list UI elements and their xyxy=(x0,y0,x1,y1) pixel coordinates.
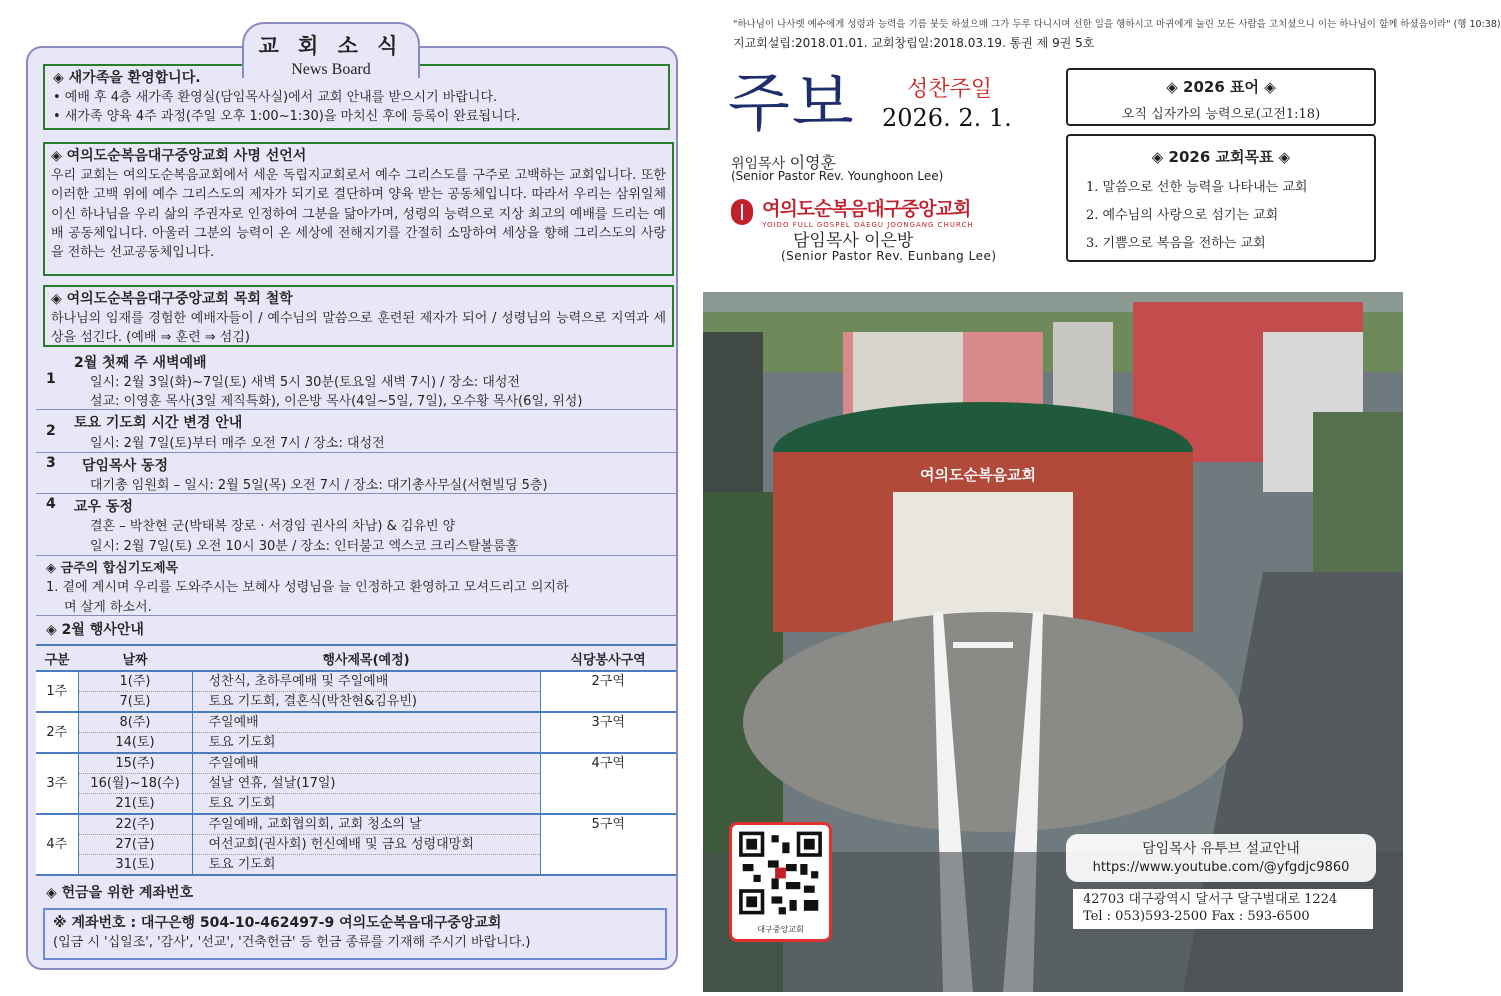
senior-pastor-en: (Senior Pastor Rev. Younghoon Lee) xyxy=(731,169,944,183)
item-number: 2 xyxy=(46,423,56,439)
divider xyxy=(36,493,676,494)
date-cell: 14(토) xyxy=(78,733,192,754)
item-number: 4 xyxy=(46,496,56,512)
event-cell: 토요 기도회 xyxy=(192,855,540,876)
date-cell: 7(토) xyxy=(78,692,192,713)
goal-item: 2. 예수님의 사랑으로 섬기는 교회 xyxy=(1086,208,1279,223)
mission-heading: ◈ 여의도순복음대구중앙교회 사명 선언서 xyxy=(51,148,307,164)
lead-pastor-en: (Senior Pastor Rev. Eunbang Lee) xyxy=(781,249,997,263)
date-cell: 22(주) xyxy=(78,814,192,835)
events-table xyxy=(36,644,676,876)
news-board-page xyxy=(0,0,700,992)
item-line: 일시: 2월 7일(토) 오전 10시 30분 / 장소: 인터불고 엑스코 크리스탈볼룸홀 xyxy=(90,539,519,554)
qr-caption: 대구중앙교회 xyxy=(757,925,804,934)
qr-pattern xyxy=(732,828,829,918)
table-header: 구분 xyxy=(36,645,78,671)
church-logo xyxy=(731,194,974,229)
youtube-title: 담임목사 유투브 설교안내 xyxy=(1142,841,1300,857)
date-cell: 1(주) xyxy=(78,671,192,692)
events-heading: ◈ 2월 행사안내 xyxy=(46,622,144,638)
motto-text: 오직 십자가의 능력으로(고전1:18) xyxy=(1121,107,1321,122)
event-cell: 설날 연휴, 설날(17일) xyxy=(192,774,540,794)
welcome-line: • 예배 후 4층 새가족 환영실(담임목사실)에서 교회 안내를 받으시기 바랍니다. xyxy=(53,90,498,105)
event-cell: 토요 기도회 xyxy=(192,794,540,815)
youtube-link[interactable]: https://www.youtube.com/@yfgdjc9860 xyxy=(1092,860,1350,875)
divider xyxy=(36,615,676,616)
philosophy-text: 하나님의 임재를 경험한 예배자들이 / 예수님의 말씀으로 훈련된 제자가 되어 / 성령님의 능력으로 지역과 세상을 섬긴다. (예배 ⇒ 훈련 ⇒ 섬김) xyxy=(51,311,666,346)
welcome-heading: ◈ 새가족을 환영합니다. xyxy=(53,70,201,86)
item-heading: 2월 첫째 주 새벽예배 xyxy=(74,355,207,371)
event-cell: 토요 기도회, 결혼식(박찬현&김유빈) xyxy=(192,692,540,713)
date-cell: 21(토) xyxy=(78,794,192,815)
table-header: 날짜 xyxy=(78,645,192,671)
bulletin-title: 주보 xyxy=(728,67,856,141)
account-box xyxy=(43,908,667,960)
item-line: 결혼 – 박찬현 군(박태복 장로 · 서경임 권사의 차남) & 김유빈 양 xyxy=(90,519,456,534)
item-heading: 교우 동정 xyxy=(74,499,133,515)
account-heading: ◈ 헌금을 위한 계좌번호 xyxy=(46,885,194,901)
church-phone: Tel : 053)593-2500 Fax : 593-6500 xyxy=(1083,909,1310,924)
zone-cell: 2구역 xyxy=(540,671,676,712)
event-cell: 여선교회(권사회) 헌신예배 및 금요 성령대망회 xyxy=(192,835,540,855)
season-label: 성찬주일 xyxy=(907,77,993,102)
bulletin-date: 2026. 2. 1. xyxy=(882,104,1012,132)
event-cell: 주일예배 xyxy=(192,753,540,774)
account-note: (입금 시 '십일조', '감사', '선교', '건축헌금' 등 헌금 종류를 기재해 주시기 바랍니다.) xyxy=(53,935,531,950)
item-line: 일시: 2월 3일(화)~7일(토) 새벽 5시 30분(토요일 새벽 7시) / 장소: 대성전 xyxy=(90,375,520,390)
prayer-line: 며 살게 하소서. xyxy=(64,600,152,615)
church-logo-icon xyxy=(731,199,753,225)
item-line: 설교: 이영훈 목사(3일 제직특화), 이은방 목사(4일~5일, 7일), 오수황 목사(6일, 위성) xyxy=(90,394,583,409)
divider xyxy=(36,452,676,453)
item-heading: 담임목사 동정 xyxy=(82,458,169,474)
goal-item: 3. 기쁨으로 복음을 전하는 교회 xyxy=(1086,236,1266,251)
event-cell: 토요 기도회 xyxy=(192,733,540,754)
item-number: 1 xyxy=(46,371,56,387)
goals-title: ◈ 2026 교회목표 ◈ xyxy=(1151,148,1291,166)
church-address: 42703 대구광역시 달서구 달구벌대로 1224 xyxy=(1083,892,1338,907)
logo-korean: 여의도순복음대구중앙교회 xyxy=(762,198,971,220)
founding-info: 지교회설립:2018.01.01. 교회창립일:2018.03.19. 통권 제 9권 5호 xyxy=(733,36,1095,50)
item-heading: 토요 기도회 시간 변경 안내 xyxy=(74,415,243,431)
item-number: 3 xyxy=(46,455,56,471)
zone-cell: 5구역 xyxy=(540,814,676,875)
motto-title: ◈ 2026 표어 ◈ xyxy=(1166,78,1276,96)
table-row xyxy=(36,753,676,774)
event-cell: 주일예배 xyxy=(192,712,540,733)
divider xyxy=(36,555,676,556)
prayer-heading: ◈ 금주의 합심기도제목 xyxy=(46,561,179,576)
account-number: ※ 계좌번호 : 대구은행 504-10-462497-9 여의도순복음대구중앙교회 xyxy=(53,915,502,931)
zone-cell: 3구역 xyxy=(540,712,676,753)
news-title: 교 회 소 식 xyxy=(258,34,404,58)
goal-item: 1. 말씀으로 선한 능력을 나타내는 교회 xyxy=(1086,180,1308,195)
date-cell: 31(토) xyxy=(78,855,192,876)
bible-verse: "하나님이 나사렛 예수에게 성령과 능력을 기름 붓듯 하셨으매 그가 두루 다니시며 선한 일을 행하시고 마귀에게 눌린 모든 사람을 고치셨으니 이는 하나님이 함께 하셨음이라" (행 10:38) xyxy=(733,19,1501,30)
week-cell: 1주 xyxy=(36,671,78,712)
item-line: 대기총 임원회 – 일시: 2월 5일(목) 오전 7시 / 장소: 대기총사무실(서현빌딩 5층) xyxy=(90,478,548,493)
logo-english: YOIDO FULL GOSPEL DAEGU JOONGANG CHURCH xyxy=(762,221,974,229)
senior-pastor: 위임목사 이영훈 xyxy=(731,153,836,172)
divider xyxy=(36,409,676,410)
mission-text: 우리 교회는 여의도순복음교회에서 세운 독립지교회로서 예수 그리스도를 구주로 고백하는 교회입니다. 또한 이러한 고백 위에 예수 그리스도의 제자가 되기로 결단하며 양육 받는 공동체입니다. 따라서 우리는 삼위일체이신 하나님을 우리 삶의 주권자로 인정하여 그분을 닮아가며, 성령의 능력으로 지상 최고의 예배를 드리는 예배 공동체입니다. 아울러 그분의 능력이 온 세상에 전해지기를 간절히 소망하여 세상을 향해 그리스도의 사랑을 전하는 선교공동체입니다. xyxy=(51,168,666,261)
date-cell: 8(주) xyxy=(78,712,192,733)
qr-code[interactable] xyxy=(729,822,832,942)
table-row xyxy=(36,712,676,733)
prayer-line: 1. 곁에 계시며 우리를 도와주시는 보혜사 성령님을 늘 인정하고 환영하고 모셔드리고 의지하 xyxy=(46,580,569,595)
lead-pastor: 담임목사 이은방 xyxy=(793,231,914,251)
date-cell: 16(월)~18(수) xyxy=(78,774,192,794)
week-cell: 2주 xyxy=(36,712,78,753)
news-board-tab xyxy=(242,22,420,78)
youtube-box[interactable] xyxy=(1066,834,1376,882)
item-line: 일시: 2월 7일(토)부터 매주 오전 7시 / 장소: 대성전 xyxy=(90,436,385,451)
goals-box xyxy=(1066,134,1376,262)
welcome-line: • 새가족 양육 4주 과정(주일 오후 1:00~1:30)을 마치신 후에 등록이 완료됩니다. xyxy=(53,109,521,124)
table-header: 식당봉사구역 xyxy=(540,645,676,671)
week-cell: 3주 xyxy=(36,753,78,814)
table-row xyxy=(36,814,676,835)
philosophy-box xyxy=(43,285,674,347)
event-cell: 주일예배, 교회협의회, 교회 청소의 날 xyxy=(192,814,540,835)
table-header-row xyxy=(36,645,676,671)
philosophy-heading: ◈ 여의도순복음대구중앙교회 목회 철학 xyxy=(51,291,293,307)
table-row xyxy=(36,671,676,692)
week-cell: 4주 xyxy=(36,814,78,875)
zone-cell: 4구역 xyxy=(540,753,676,814)
news-subtitle: News Board xyxy=(291,61,371,78)
address-box xyxy=(1073,889,1373,929)
table-header: 행사제목(예정) xyxy=(192,645,540,671)
motto-box xyxy=(1066,68,1376,126)
mission-box xyxy=(43,142,674,276)
date-cell: 27(금) xyxy=(78,835,192,855)
date-cell: 15(주) xyxy=(78,753,192,774)
building-sign: 여의도순복음교회 xyxy=(920,466,1036,484)
event-cell: 성찬식, 초하루예배 및 주일예배 xyxy=(192,671,540,692)
